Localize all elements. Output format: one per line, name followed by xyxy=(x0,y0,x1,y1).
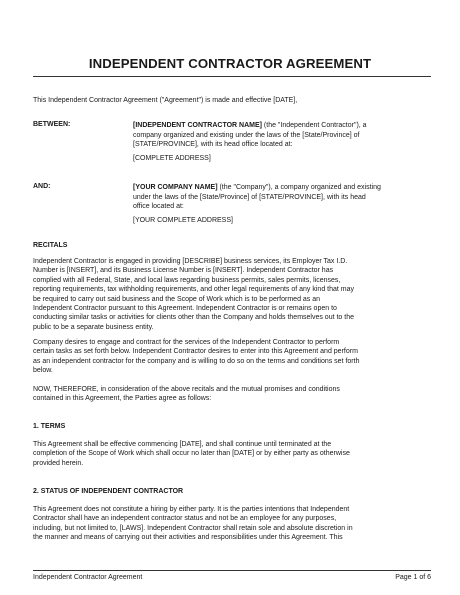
recitals-p1-line: Independent Contractor is engaged in providing [DESCRIBE] business services, its Employer Tax I.D. xyxy=(33,258,348,265)
section-2-heading: 2. STATUS OF INDEPENDENT CONTRACTOR xyxy=(33,488,184,495)
recitals-p3-line: NOW, THEREFORE, in consideration of the above recitals and the mutual promises and conditions xyxy=(33,386,340,393)
section-1-heading: 1. TERMS xyxy=(33,423,66,430)
and-address: [YOUR COMPLETE ADDRESS] xyxy=(133,217,233,224)
document-title: INDEPENDENT CONTRACTOR AGREEMENT xyxy=(88,56,372,71)
recitals-p2-line: Company desires to engage and contract for the services of the Independent Contractor to perform xyxy=(33,339,340,346)
between-line-1-rest: (the "Independent Contractor"), a xyxy=(261,122,367,129)
and-line-2: under the laws of the [State/Province] of [STATE/PROVINCE], with its head xyxy=(133,193,366,201)
between-line-3: [STATE/PROVINCE], with its head office located at: xyxy=(133,141,293,148)
section-2-line: the manner and means of carrying out their activities and responsibilities under this Agreement. This xyxy=(33,534,343,542)
contractor-name: [INDEPENDENT CONTRACTOR NAME] xyxy=(133,122,262,129)
footer-page-number: Page 1 of 6 xyxy=(395,574,431,581)
recitals-p1-line: conducting similar tasks or activities for clients other than the Company and holds themselves out to the xyxy=(33,314,354,322)
recitals-p1-line: Independent Contractor pursuant to this Agreement. Independent Contractor is or remains open to xyxy=(33,305,337,312)
company-name: [YOUR COMPANY NAME] xyxy=(133,184,218,191)
recitals-p1-line: complied with all Federal, State, and local laws regarding business permits, sales permits, licenses, xyxy=(33,276,341,284)
section-1-line: completion of the Scope of Work which shall occur no later than [DATE] or by either party as otherwise xyxy=(33,450,350,458)
and-line-1 xyxy=(133,183,381,192)
recitals-p1-line: Number is [INSERT], and its Business License Number is [INSERT]. Independent Contractor has xyxy=(33,267,334,275)
section-2-line: This Agreement does not constitute a hiring by either party. It is the parties intentions that Independent xyxy=(33,506,350,513)
footer-document-name: Independent Contractor Agreement xyxy=(33,574,143,581)
intro-paragraph: This Independent Contractor Agreement ("Agreement") is made and effective [DATE], xyxy=(33,97,298,104)
recitals-p2-line: below. xyxy=(33,367,53,375)
section-2-line: Contractor shall have an independent contractor status and not be an employee for any purposes, xyxy=(33,515,337,523)
and-line-1-rest: (the "Company"), a company organized and existing xyxy=(217,184,381,191)
between-line-1 xyxy=(133,121,367,130)
recitals-p1-line: be required to carry out said business and the Scope of Work which is to be performed as an xyxy=(33,295,321,303)
and-line-3: office located at: xyxy=(133,203,184,210)
recitals-p2-line: as an independent contractor for the company and is willing to do so on the terms and conditions set forth xyxy=(33,357,360,365)
footer-divider xyxy=(33,570,431,571)
section-1-line: provided herein. xyxy=(33,459,84,467)
section-2-line: including, but not limited to, [LAWS]. Independent Contractor shall retain sole and absolute discretion in xyxy=(33,524,353,532)
recitals-p3-line: contained in this Agreement, the Parties agree as follows: xyxy=(33,395,212,403)
between-label: BETWEEN: xyxy=(33,121,71,128)
recitals-heading: RECITALS xyxy=(33,242,68,249)
title-divider xyxy=(33,76,431,77)
between-line-2: company organized and existing under the laws of the [State/Province] of xyxy=(133,131,360,139)
recitals-p2-line: certain tasks as set forth below. Independent Contractor desires to enter into this Agreement and perform xyxy=(33,348,358,356)
and-label: AND: xyxy=(33,183,51,190)
recitals-p1-line: public to be a separate business entity. xyxy=(33,323,154,331)
section-1-line: This Agreement shall be effective commencing [DATE], and shall continue until terminated at the xyxy=(33,441,332,448)
between-address: [COMPLETE ADDRESS] xyxy=(133,155,211,162)
recitals-p1-line: reporting requirements, tax withholding requirements, and other legal requirements of any kind that may xyxy=(33,286,355,294)
